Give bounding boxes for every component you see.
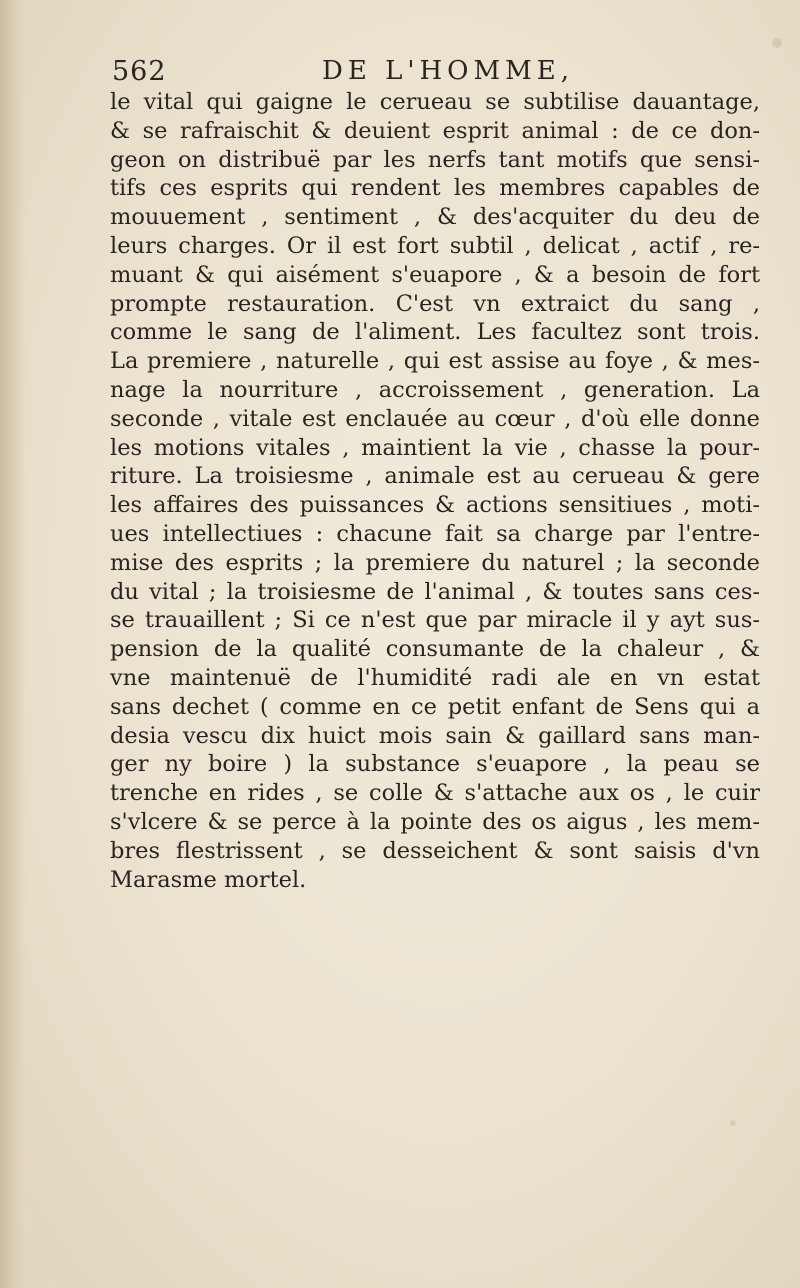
text-line: muant & qui aisément s'euapore , & a besoin de fort xyxy=(110,261,760,288)
text-line: desia vescu dix huict mois sain & gaillard sans man- xyxy=(110,722,760,749)
paper-stain xyxy=(772,38,782,48)
text-line: & se rafraischit & deuient esprit animal : de ce don- xyxy=(110,117,760,144)
body-text xyxy=(110,88,760,894)
text-line: nage la nourriture , accroissement , generation. La xyxy=(110,376,760,403)
text-line: geon on distribuë par les nerfs tant motifs que sensi- xyxy=(110,146,760,173)
text-line: les motions vitales , maintient la vie , chasse la pour- xyxy=(110,434,760,461)
text-line: du vital ; la troisiesme de l'animal , & toutes sans ces- xyxy=(110,578,760,605)
text-line: le vital qui gaigne le cerueau se subtilise dauantage, xyxy=(110,89,760,115)
text-line: seconde , vitale est enclauée au cœur , d'où elle donne xyxy=(110,405,760,432)
text-line: ues intellectiues : chacune fait sa charge par l'entre- xyxy=(110,520,760,547)
text-line: mise des esprits ; la premiere du naturel ; la seconde xyxy=(110,549,760,576)
page-header xyxy=(112,52,632,92)
text-line: prompte restauration. C'est vn extraict du sang , xyxy=(110,290,760,317)
text-line: ger ny boire ) la substance s'euapore , la peau se xyxy=(110,751,760,778)
page-gutter xyxy=(0,0,26,1288)
running-head: DE L'HOMME, xyxy=(322,56,574,86)
text-line: les affaires des puissances & actions sensitiues , moti- xyxy=(110,492,760,519)
text-line: vne maintenuë de l'humidité radi ale en vn estat xyxy=(110,664,760,691)
page-number: 562 xyxy=(112,56,167,87)
text-line: Marasme mortel. xyxy=(110,866,307,893)
text-line: comme le sang de l'aliment. Les facultez sont trois. xyxy=(110,319,760,346)
text-line: pension de la qualité consumante de la chaleur , & xyxy=(110,636,760,663)
text-line: bres flestrissent , se desseichent & sont saisis d'vn xyxy=(110,837,760,864)
text-line: s'vlcere & se perce à la pointe des os aigus , les mem- xyxy=(110,808,760,835)
text-line: La premiere , naturelle , qui est assise au foye , & mes- xyxy=(110,348,760,375)
text-line: leurs charges. Or il est fort subtil , delicat , actif , re- xyxy=(110,232,760,259)
text-line: se trauaillent ; Si ce n'est que par miracle il y ayt sus- xyxy=(110,607,760,634)
text-line: mouuement , sentiment , & des'acquiter du deu de xyxy=(110,204,760,231)
text-line: sans dechet ( comme en ce petit enfant de Sens qui a xyxy=(110,693,760,720)
paper-stain xyxy=(730,1120,736,1126)
text-line: tifs ces esprits qui rendent les membres capables de xyxy=(110,175,760,202)
text-line: trenche en rides , se colle & s'attache aux os , le cuir xyxy=(110,780,760,807)
text-line: riture. La troisiesme , animale est au cerueau & gere xyxy=(110,463,760,490)
